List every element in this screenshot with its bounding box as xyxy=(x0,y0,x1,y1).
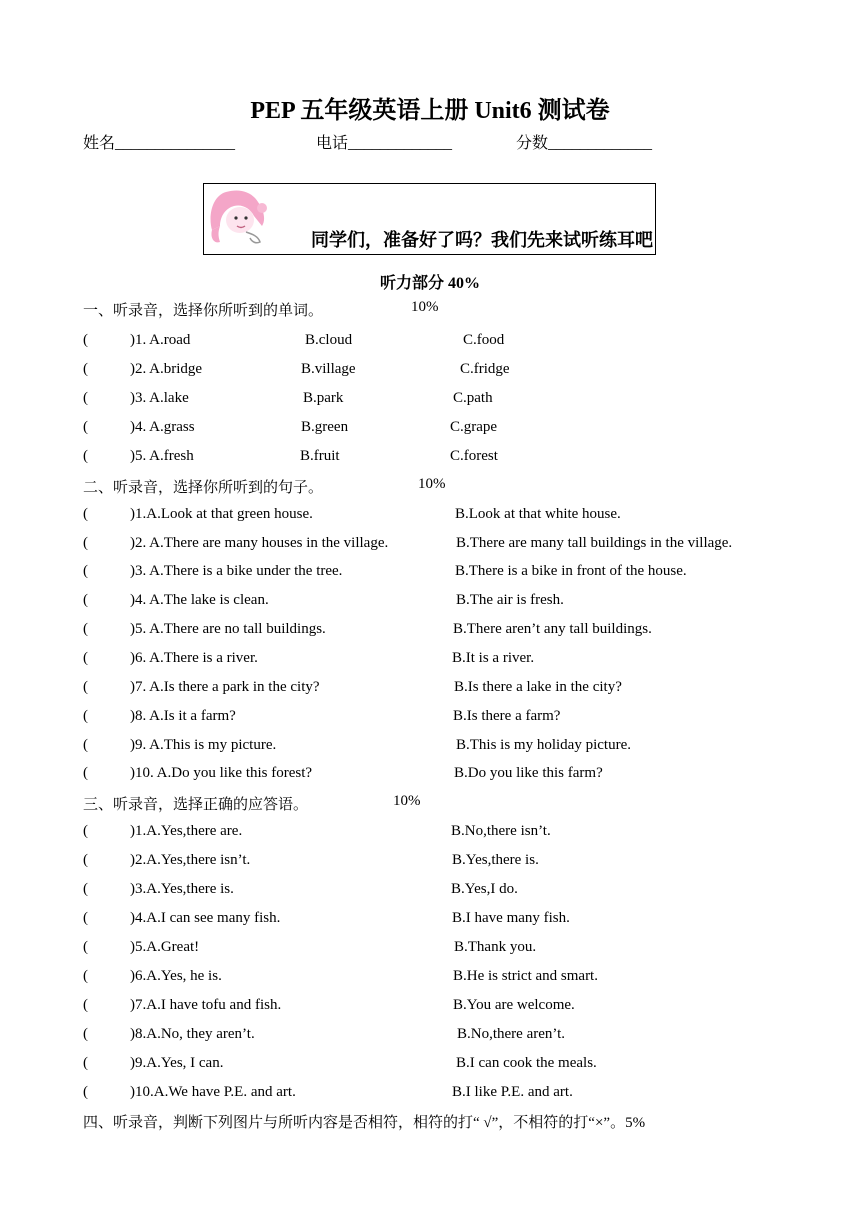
option-a: )8. A.Is it a farm? xyxy=(130,708,236,724)
section-2-points: 10% xyxy=(418,476,446,492)
answer-blank: ( xyxy=(83,535,88,551)
answer-blank: ( xyxy=(83,910,88,926)
answer-blank: ( xyxy=(83,737,88,753)
cartoon-girl-icon xyxy=(206,186,272,248)
option-c: C.path xyxy=(453,390,493,406)
option-b: B.No,there aren’t. xyxy=(457,1026,566,1042)
option-b: B.There aren’t any tall buildings. xyxy=(453,621,652,637)
answer-blank: ( xyxy=(83,390,88,406)
option-a: )5. A.fresh xyxy=(130,448,194,464)
option-a: )10. A.Do you like this forest? xyxy=(130,765,313,781)
option-a: )2. A.There are many houses in the village. xyxy=(130,535,389,551)
option-a: )4.A.I can see many fish. xyxy=(130,910,281,926)
option-b: B.cloud xyxy=(305,332,353,348)
answer-blank: ( xyxy=(83,708,88,724)
option-b: B.Is there a lake in the city? xyxy=(454,679,622,695)
answer-blank: ( xyxy=(83,765,88,781)
section-3-points: 10% xyxy=(393,793,421,809)
option-a: )3. A.lake xyxy=(130,390,189,406)
option-b: B.I can cook the meals. xyxy=(456,1055,597,1071)
option-b: B.fruit xyxy=(300,448,340,464)
answer-blank: ( xyxy=(83,563,88,579)
option-a: )3.A.Yes,there is. xyxy=(130,881,234,897)
option-a: )9.A.Yes, I can. xyxy=(130,1055,224,1071)
option-a: )6.A.Yes, he is. xyxy=(130,968,222,984)
option-b: B.I have many fish. xyxy=(452,910,570,926)
option-b: B.You are welcome. xyxy=(453,997,575,1013)
section-4-heading: 四、听录音，判断下列图片与所听内容是否相符，相符的打“ √”，不相符的打“×”。5% xyxy=(83,1115,646,1131)
answer-blank: ( xyxy=(83,592,88,608)
answer-blank: ( xyxy=(83,679,88,695)
answer-blank: ( xyxy=(83,506,88,522)
banner-text: 同学们，准备好了吗？我们先来试听练耳吧 xyxy=(311,230,653,251)
section-1-heading: 一、听录音，选择你所听到的单词。 xyxy=(83,303,324,319)
answer-blank: ( xyxy=(83,419,88,435)
option-a: )6. A.There is a river. xyxy=(130,650,258,666)
option-a: )1.A.Yes,there are. xyxy=(130,823,243,839)
option-a: )10.A.We have P.E. and art. xyxy=(130,1084,296,1100)
answer-blank: ( xyxy=(83,968,88,984)
option-a: )7.A.I have tofu and fish. xyxy=(130,997,282,1013)
option-a: )1. A.road xyxy=(130,332,191,348)
answer-blank: ( xyxy=(83,361,88,377)
answer-blank: ( xyxy=(83,823,88,839)
option-b: B.No,there isn’t. xyxy=(451,823,551,839)
option-b: B.village xyxy=(301,361,356,377)
answer-blank: ( xyxy=(83,939,88,955)
option-a: )5.A.Great! xyxy=(130,939,200,955)
answer-blank: ( xyxy=(83,1084,88,1100)
section-1-points: 10% xyxy=(411,299,439,315)
option-a: )1.A.Look at that green house. xyxy=(130,506,313,522)
option-a: )2.A.Yes,there isn’t. xyxy=(130,852,251,868)
option-b: B.Do you like this farm? xyxy=(454,765,603,781)
option-a: )5. A.There are no tall buildings. xyxy=(130,621,326,637)
option-b: B.The air is fresh. xyxy=(456,592,564,608)
option-a: )7. A.Is there a park in the city? xyxy=(130,679,320,695)
answer-blank: ( xyxy=(83,1026,88,1042)
option-a: )3. A.There is a bike under the tree. xyxy=(130,563,343,579)
option-b: B.park xyxy=(303,390,344,406)
option-b: B.Yes,I do. xyxy=(451,881,518,897)
option-a: )4. A.grass xyxy=(130,419,195,435)
option-b: B.Yes,there is. xyxy=(452,852,539,868)
option-c: C.food xyxy=(463,332,505,348)
section-part-title: 听力部分 40% xyxy=(379,275,480,292)
option-b: B.It is a river. xyxy=(452,650,535,666)
option-a: )4. A.The lake is clean. xyxy=(130,592,269,608)
answer-blank: ( xyxy=(83,881,88,897)
section-3-heading: 三、听录音，选择正确的应答语。 xyxy=(83,797,309,813)
answer-blank: ( xyxy=(83,448,88,464)
score-field: 分数_____________ xyxy=(516,135,653,152)
option-a: )9. A.This is my picture. xyxy=(130,737,277,753)
option-c: C.fridge xyxy=(460,361,510,377)
option-a: )8.A.No, they aren’t. xyxy=(130,1026,255,1042)
option-a: )2. A.bridge xyxy=(130,361,203,377)
option-b: B.There are many tall buildings in the village. xyxy=(456,535,733,551)
option-b: B.I like P.E. and art. xyxy=(452,1084,573,1100)
option-b: B.green xyxy=(301,419,349,435)
option-b: B.Is there a farm? xyxy=(453,708,561,724)
option-b: B.He is strict and smart. xyxy=(453,968,598,984)
option-b: B.Thank you. xyxy=(454,939,537,955)
answer-blank: ( xyxy=(83,332,88,348)
answer-blank: ( xyxy=(83,1055,88,1071)
phone-field: 电话_____________ xyxy=(316,135,453,152)
option-b: B.This is my holiday picture. xyxy=(456,737,631,753)
option-c: C.grape xyxy=(450,419,498,435)
answer-blank: ( xyxy=(83,997,88,1013)
answer-blank: ( xyxy=(83,650,88,666)
answer-blank: ( xyxy=(83,621,88,637)
option-b: B.Look at that white house. xyxy=(455,506,621,522)
name-field: 姓名_______________ xyxy=(83,135,236,152)
page-title: PEP 五年级英语上册 Unit6 测试卷 xyxy=(250,98,610,124)
option-c: C.forest xyxy=(450,448,498,464)
section-2-heading: 二、听录音，选择你所听到的句子。 xyxy=(83,480,324,496)
answer-blank: ( xyxy=(83,852,88,868)
listening-banner xyxy=(203,183,656,255)
option-b: B.There is a bike in front of the house. xyxy=(455,563,687,579)
